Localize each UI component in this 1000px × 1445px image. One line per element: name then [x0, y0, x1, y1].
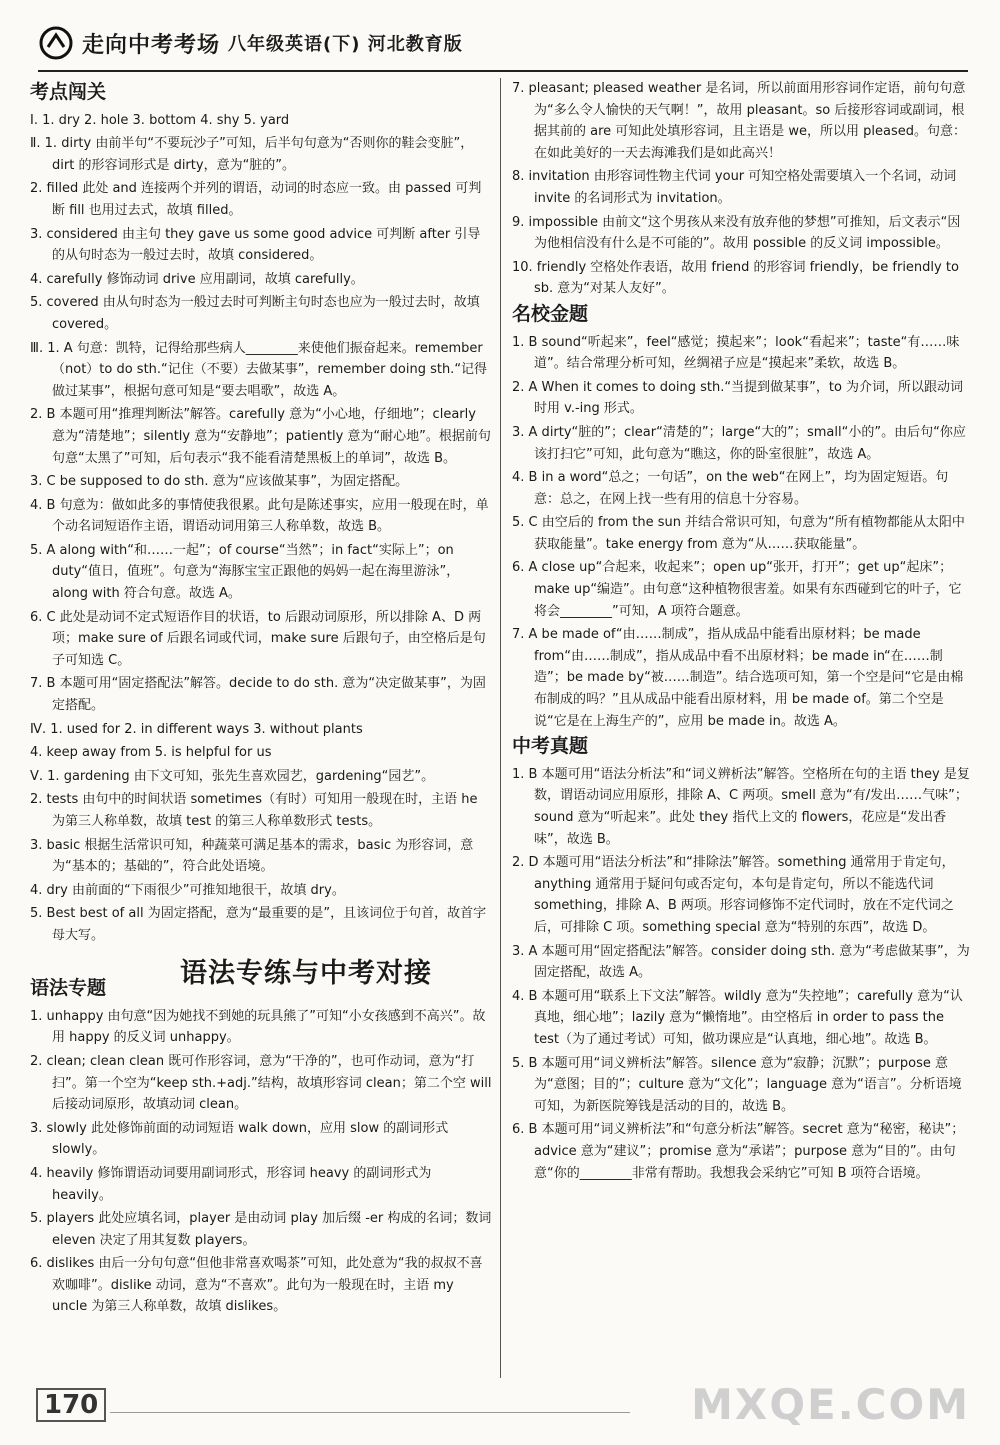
section-heading-exam: 中考真题: [512, 735, 589, 758]
answer-item: 2. tests 由句中的时间状语 sometimes（有时）可知用一般现在时，主语 he 为第三人称单数，故填 test 的第三人称单数形式 tests。: [30, 792, 478, 829]
page-header: [38, 20, 463, 66]
answer-item: 3. A dirty“脏的”；clear“清楚的”；large“大的”；small“小的”。由后句“你应该打扫它”可知，此句意为“瞧这，你的卧室很脏”，故选 A。: [512, 424, 966, 462]
answer-item: 2. clean; clean clean 既可作形容词，意为“干净的”，也可作动词，意为“打扫”。第一个空为“keep sth.+adj.”结构，故填形容词 clean；第二个空 will 后接动词原形，故填动词 clean。: [30, 1053, 492, 1113]
footer-rule: [110, 1412, 630, 1413]
answer-item: 7. B 本题可用“固定搭配法”解答。decide to do sth. 意为“决定做某事”，为固定搭配。: [30, 676, 486, 714]
section-heading-famous: 名校金题: [512, 302, 589, 325]
answer-item: 4. dry 由前面的“下雨很少”可推知地很干，故填 dry。: [30, 882, 345, 898]
answer-item: 6. C 此处是动词不定式短语作目的状语，to 后跟动词原形，所以排除 A、D 两项；make sure of 后跟名词或代词，make sure 后跟句子，由空格后是句子可知选 C。: [30, 609, 486, 668]
left-column: [30, 78, 492, 1320]
answer-item: 7. pleasant; pleased weather 是名词，所以前面用形容词作定语，前句句意为“多么令人愉快的天气啊！”，故用 pleasant。so 后接形容词或副词，根据其前的 are 可知此处填形容词，且主语是 we，所以用 pleased。句意：在如此美好的一天去海滩我们是如此高兴！: [512, 81, 967, 161]
answer-item: 1. B sound“听起来”，feel“感觉；摸起来”；look“看起来”；taste“有……味道”。结合常理分析可知，丝绸裙子应是“摸起来”柔软，故选 B。: [512, 334, 960, 372]
answer-item: 4. keep away from 5. is helpful for us: [30, 745, 272, 761]
answer-item: 2. D 本题可用“语法分析法”和“排除法”解答。something 通常用于肯定句，anything 通常用于疑问句或否定句，本句是肯定句，所以不能选代词 something，排除 A、B 两项。形容词修饰不定代词时，放在不定代词之后，可排除 C 项。something special 意为“特别的东西”，故选 D。: [512, 855, 955, 935]
answer-item: Ⅱ. 1. dirty 由前半句“不要玩沙子”可知，后半句句意为“否则你的鞋会变脏”，dirt 的形容词形式是 dirty，意为“脏的”。: [30, 136, 474, 173]
answer-item: Ⅳ. 1. used for 2. in different ways 3. without plants: [30, 721, 363, 737]
header-rule: [38, 70, 968, 72]
answer-item: 8. invitation 由形容词性物主代词 your 可知空格处需要填入一个名词，动词 invite 的名词形式为 invitation。: [512, 169, 957, 206]
answer-item: 3. A 本题可用“固定搭配法”解答。consider doing sth. 意为“考虑做某事”，为固定搭配，故选 A。: [512, 943, 970, 981]
answer-item: 4. B 本题可用“联系上下文法”解答。wildly 意为“失控地”；carefully 意为“认真地，细心地”；lazily 意为“懒惰地”。由空格后 in order to pass the test（为了通过考试）可知，做功课应是“认真地，细心地”。故选 B。: [512, 988, 963, 1047]
answer-item: Ⅲ. 1. A 句意：凯特，记得给那些病人________来使他们振奋起来。remember（not）to do sth.“记住（不要）去做某事”，remember doing sth.“记得做过某事”，根据句意可知是“要去唱歌”，故选 A。: [30, 340, 488, 399]
answer-item: 1. B 本题可用“语法分析法”和“词义辨析法”解答。空格所在句的主语 they 是复数，谓语动词应用原形，排除 A、C 两项。smell 意为“有/发出……气味”；sound 意为“听起来”。此处 they 指代上文的 flowers，花应是“发出香味”，故选 B。: [512, 766, 970, 847]
header-brand: 走向中考考场: [82, 32, 221, 58]
answer-item: 5. A along with“和……一起”；of course“当然”；in fact“实际上”；on duty“值日，值班”。句意为“海豚宝宝正跟他的妈妈一起在海里游泳”，along with 符合句意。故选 A。: [30, 542, 460, 602]
right-column: [512, 78, 972, 1186]
answer-item: 4. B 句意为：做如此多的事情使我很累。此句是陈述事实，应用一般现在时，单个动名词短语作主语，谓语动词用第三人称单数，故选 B。: [30, 497, 489, 535]
watermark: MXQE.COM: [691, 1380, 970, 1429]
answer-item: 3. C be supposed to do sth. 意为“应该做某事”，为固定搭配。: [30, 474, 409, 490]
section-heading-kaodian: 考点闯关: [30, 81, 107, 103]
page-number: 170: [36, 1388, 106, 1422]
logo-icon: [38, 25, 74, 61]
answer-item: 2. filled 此处 and 连接两个并列的谓语，动词的时态应一致。由 passed 可判断 fill 也用过去式，故填 filled。: [30, 181, 482, 218]
answer-item: 9. impossible 由前文“这个男孩从来没有放弃他的梦想”可推知，后文表示“因为他相信没有什么是不可能的”。故用 possible 的反义词 impossible。: [512, 214, 961, 252]
answer-item: 4. carefully 修饰动词 drive 应用副词，故填 carefully。: [30, 271, 364, 287]
answer-item: Ⅰ. 1. dry 2. hole 3. bottom 4. shy 5. yard: [30, 112, 290, 128]
section-heading-grammar: 语法专题: [30, 977, 107, 1000]
answer-item: 6. A close up“合起来，收起来”；open up“张开，打开”；get up“起床”；make up“编造”。由句意“这种植物很害羞。如果有东西碰到它的叶子，它将会________”可知，A 项符合题意。: [512, 560, 962, 619]
answer-item: 2. A When it comes to doing sth.“当提到做某事”，to 为介词，所以跟动词时用 v.-ing 形式。: [512, 379, 964, 417]
answer-item: 5. Best best of all 为固定搭配，意为“最重要的是”，且该词位于句首，故首字母大写。: [30, 906, 487, 943]
column-divider: [500, 78, 501, 1378]
answer-item: 3. considered 由主句 they gave us some good advice 可判断 after 引导的从句时态为一般过去时，故填 considered。: [30, 226, 481, 264]
answer-item: 3. slowly 此处修饰前面的动词短语 walk down，应用 slow 的副词形式 slowly。: [30, 1120, 449, 1158]
answer-item: 4. heavily 修饰谓语动词要用副词形式，形容词 heavy 的副词形式为 heavily。: [30, 1165, 432, 1203]
answer-item: 5. B 本题可用“词义辨析法”解答。silence 意为“寂静；沉默”；purpose 意为“意图；目的”；culture 意为“文化”；language 意为“语言”。分析语境可知，为新医院筹钱是活动的目的，故选 B。: [512, 1055, 962, 1114]
answer-item: 5. C 由空后的 from the sun 并结合常识可知，句意为“所有植物都能从太阳中获取能量”。take energy from 意为“从……获取能量”。: [512, 515, 965, 552]
answer-item: 2. B 本题可用“推理判断法”解答。carefully 意为“小心地，仔细地”；clearly 意为“清楚地”；silently 意为“安静地”；patiently 意为“耐心地”。根据前句句意“太黑了”可知，后句表示“我不能看清楚黑板上的单词”，故选 B。: [30, 407, 491, 466]
header-subtitle: 八年级英语(下) 河北教育版: [228, 34, 463, 55]
answer-item: Ⅴ. 1. gardening 由下文可知，张先生喜欢园艺，gardening“园艺”。: [30, 768, 435, 784]
answer-item: 10. friendly 空格处作表语，故用 friend 的形容词 friendly，be friendly to sb. 意为“对某人友好”。: [512, 259, 959, 297]
answer-item: 5. players 此处应填名词，player 是由动词 play 加后缀 -er 构成的名词；数词 eleven 决定了用其复数 players。: [30, 1211, 492, 1248]
answer-item: 6. B 本题可用“词义辨析法”和“句意分析法”解答。secret 意为“秘密，秘诀”；advice 意为“建议”；promise 意为“承诺”；purpose 意为“目的”。由句意“你的________非常有帮助。我想我会采纳它”可知 B 项符合语境。: [512, 1122, 965, 1181]
answer-item: 7. A be made of“由……制成”，指从成品中能看出原材料；be made from“由……制成”，指从成品中看不出原材料；be made in“在……制造”；be made by“被……制造”。结合选项可知，第一个空是问“它是由棉布制成的吗？”且从成品中能看出原材料，用 be made of。第二个空是说“它是在上海生产的”，应用 be made in。故选 A。: [512, 627, 964, 729]
answer-item: 4. B in a word“总之；一句话”，on the web“在网上”，均为固定短语。句意：总之，在网上找一些有用的信息十分容易。: [512, 470, 949, 507]
answer-item: 5. covered 由从句时态为一般过去时可判断主句时态也应为一般过去时，故填 covered。: [30, 295, 480, 332]
answer-item: 6. dislikes 由后一分句句意“但他非常喜欢喝茶”可知，此处意为“我的叔叔不喜欢咖啡”。dislike 动词，意为“不喜欢”。此句为一般现在时，主语 my uncle 为第三人称单数，故填 dislikes。: [30, 1256, 483, 1315]
chapter-heading: 语法专练与中考对接: [180, 957, 432, 989]
answer-item: 1. unhappy 由句意“因为她找不到她的玩具熊了”可知“小女孩感到不高兴”。故用 happy 的反义词 unhappy。: [30, 1008, 486, 1046]
answer-item: 3. basic 根据生活常识可知，种蔬菜可满足基本的需求，basic 为形容词，意为“基本的；基础的”，符合此处语境。: [30, 837, 474, 875]
